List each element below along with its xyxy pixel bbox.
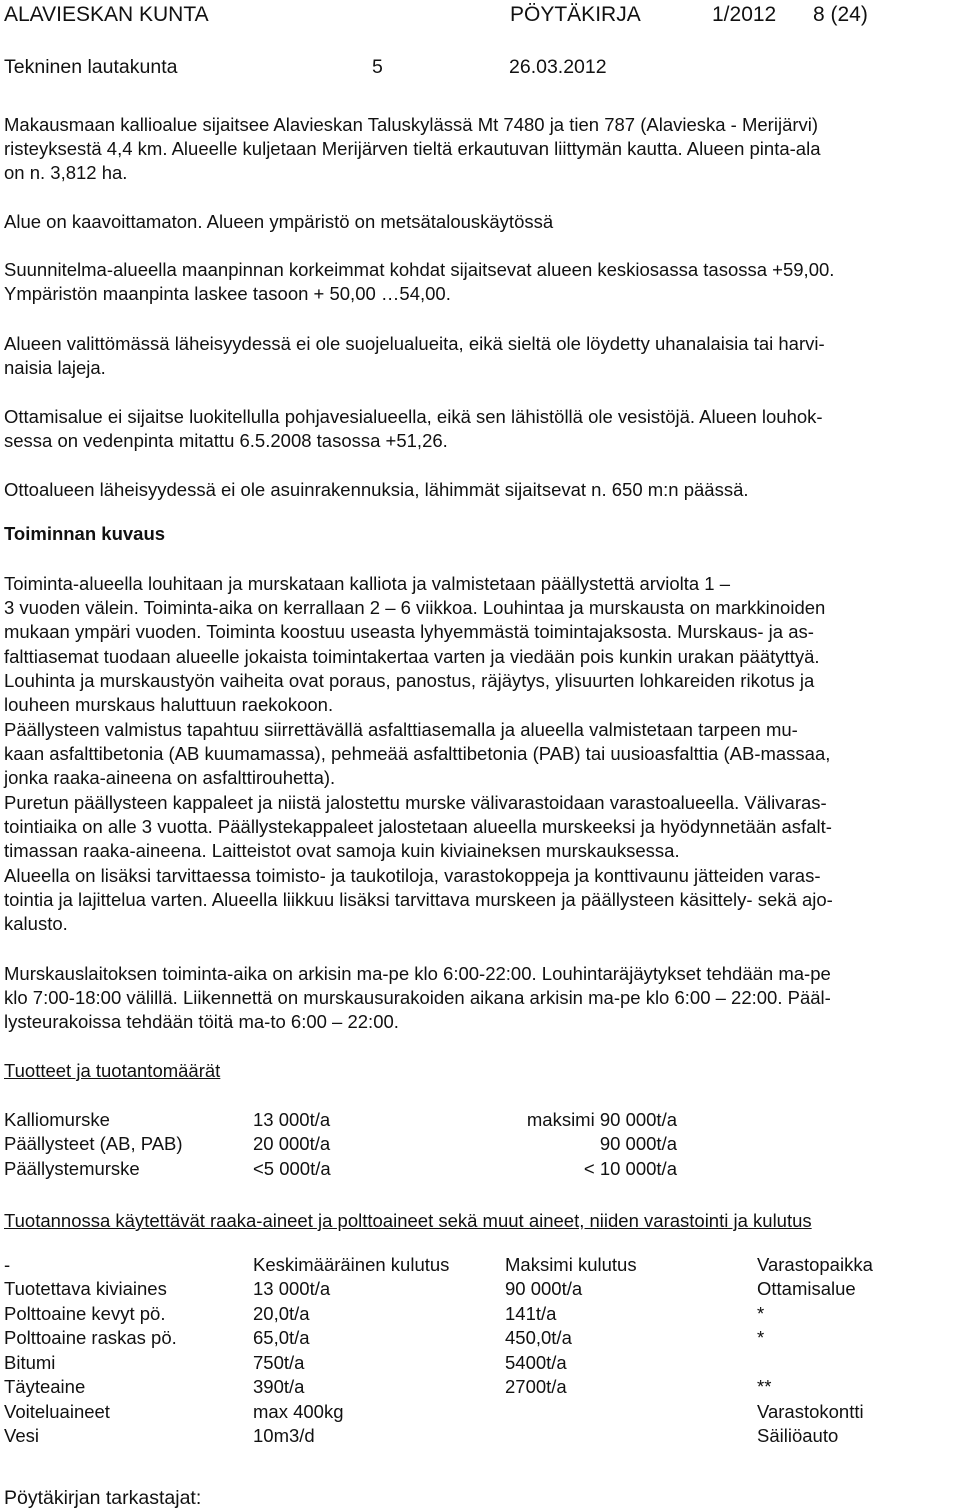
text-line: lysteurakoissa tehdään töitä ma-to 6:00 – 22:00. [4,1011,399,1032]
text-line: Ottoalueen läheisyydessä ei ole asuinrakennuksia, lähimmät sijaitsevat n. 650 m:n päässä. [4,479,749,500]
table-cell: ** [757,1376,772,1397]
column-header: Varastopaikka [757,1254,873,1275]
table-row [0,1424,960,1448]
table-cell: Vesi [4,1425,39,1446]
column-header: - [4,1254,11,1275]
section-heading-toiminta: Toiminnan kuvaus [4,523,166,544]
product-max: maksimi 90 000t/a [526,1109,677,1130]
table-cell: 20,0t/a [253,1303,310,1324]
text-line: Ottamisalue ei sijaitse luokitellulla pohjavesialueella, eikä sen lähistöllä ole vesistöjä. Alueen louhok- [4,406,823,427]
table-cell: 390t/a [253,1376,305,1397]
section-heading-products: Tuotteet ja tuotantomäärät [4,1060,221,1081]
table-cell: 750t/a [253,1352,305,1373]
document-type: PÖYTÄKIRJA [510,3,641,26]
table-cell: 5400t/a [505,1352,567,1373]
product-name: Kalliomurske [4,1109,110,1130]
text-line: tointia ja lajittelua varten. Alueella liikkuu lisäksi tarvittava murskeen ja päällysteen käsittely- sekä ajo- [4,889,833,910]
table-cell: Bitumi [4,1352,56,1373]
table-row [0,1375,960,1399]
product-amount: 13 000t/a [253,1109,331,1130]
text-line: louheen murskaus haluttuun raekokoon. [4,694,334,715]
table-cell: Tuotettava kiviaines [4,1278,167,1299]
table-row [0,1277,960,1301]
text-line: Murskauslaitoksen toiminta-aika on arkisin ma-pe klo 6:00-22:00. Louhintaräjäytykset tehdään ma-pe [4,963,831,984]
text-line: Toiminta-alueella louhitaan ja murskataan kalliota ja valmistetaan päällystettä arviolta 1 – [4,573,731,594]
table-cell: 141t/a [505,1303,557,1324]
meeting-date: 26.03.2012 [509,56,607,78]
product-max: 90 000t/a [599,1133,677,1154]
product-amount: 20 000t/a [253,1133,331,1154]
text-line: Alue on kaavoittamaton. Alueen ympäristö on metsätalouskäytössä [4,211,554,232]
table-cell: Täyteaine [4,1376,86,1397]
board-name: Tekninen lautakunta [4,56,178,78]
text-line: tointiaika on alle 3 vuotta. Päällystekappaleet jalostetaan alueella murskeeksi ja hyödynnetään asfalt- [4,816,832,837]
text-line: Alueella on lisäksi tarvittaessa toimisto- ja taukotiloja, varastokoppeja ja konttivaunu jätteiden varas- [4,865,821,886]
table-header-row [0,1253,960,1277]
table-cell: 10m3/d [253,1425,315,1446]
page-number: 8 (24) [813,3,868,26]
table-row [0,1132,960,1156]
table-row [0,1108,960,1132]
text-line: Puretun päällysteen kappaleet ja niistä jalostettu murske välivarastoidaan varastoalueella. Välivaras- [4,792,827,813]
text-line: falttiasemat tuodaan alueelle jokaista toimintakertaa varten ja viedään pois kunkin urakan päätyttyä. [4,646,820,667]
section-number: 5 [372,56,383,78]
table-cell: Polttoaine raskas pö. [4,1327,177,1348]
table-cell: Polttoaine kevyt pö. [4,1303,166,1324]
text-line: 3 vuoden välein. Toiminta-aika on kerrallaan 2 – 6 viikkoa. Louhintaa ja murskausta on markkinoiden [4,597,826,618]
table-cell: 450,0t/a [505,1327,572,1348]
table-cell: * [757,1303,765,1324]
text-line: Alueen valittömässä läheisyydessä ei ole suojelualueita, eikä sieltä ole löydetty uhanalaisia tai harvi- [4,333,825,354]
text-line: sessa on vedenpinta mitattu 6.5.2008 tasossa +51,26. [4,430,448,451]
column-header: Maksimi kulutus [505,1254,637,1275]
text-line: timassan raaka-aineena. Laitteistot ovat samoja kuin kiviaineksen murskauksessa. [4,840,680,861]
product-max: < 10 000t/a [583,1158,677,1179]
text-line: Ympäristön maanpinta laskee tasoon + 50,00 …54,00. [4,283,451,304]
table-row [0,1351,960,1375]
table-cell: * [757,1327,765,1348]
table-row [0,1302,960,1326]
text-line: Päällysteen valmistus tapahtuu siirrettävällä asfalttiasemalla ja alueella valmistetaan tarpeen mu- [4,719,798,740]
product-amount: <5 000t/a [253,1158,331,1179]
text-line: jonka raaka-aineena on asfalttirouhetta). [4,767,336,788]
text-line: on n. 3,812 ha. [4,162,128,183]
text-line: mukaan ympäri vuoden. Toiminta koostuu useasta lyhyemmästä toimintajaksosta. Murskaus- ja as- [4,621,814,642]
table-cell: 13 000t/a [253,1278,331,1299]
text-line: risteyksestä 4,4 km. Alueelle kuljetaan Merijärven tieltä erkautuvan liittymän kautta. Alueen pinta-ala [4,138,821,159]
table-row [0,1326,960,1350]
municipality-name: ALAVIESKAN KUNTA [4,3,209,26]
text-line: kalusto. [4,913,68,934]
section-heading-materials: Tuotannossa käytettävät raaka-aineet ja polttoaineet sekä muut aineet, niiden varastointi ja kulutus [4,1210,812,1231]
table-cell: Ottamisalue [757,1278,856,1299]
table-cell: 2700t/a [505,1376,567,1397]
table-cell: Varastokontti [757,1401,864,1422]
text-line: naisia lajeja. [4,357,106,378]
table-cell: Säiliöauto [757,1425,839,1446]
text-line: Suunnitelma-alueella maanpinnan korkeimmat kohdat sijaitsevat alueen keskiosassa tasossa +59,00. [4,259,835,280]
table-cell: max 400kg [253,1401,344,1422]
text-line: kaan asfalttibetonia (AB kuumamassa), pehmeää asfalttibetonia (PAB) tai uusioasfalttia (AB-massaa, [4,743,831,764]
text-line: klo 7:00-18:00 välillä. Liikennettä on murskausurakoiden aikana arkisin ma-pe klo 6:00 – 22:00. Pääl- [4,987,831,1008]
column-header: Keskimääräinen kulutus [253,1254,450,1275]
reviewers-label: Pöytäkirjan tarkastajat: [4,1487,202,1509]
table-row [0,1157,960,1181]
product-name: Päällystemurske [4,1158,140,1179]
table-cell: 65,0t/a [253,1327,310,1348]
text-line: Makausmaan kallioalue sijaitsee Alavieskan Taluskylässä Mt 7480 ja tien 787 (Alavieska - Merijärvi) [4,114,819,135]
text-line: Louhinta ja murskaustyön vaiheita ovat poraus, panostus, räjäytys, ylisuurten lohkareiden rikotus ja [4,670,815,691]
table-cell: Voiteluaineet [4,1401,110,1422]
product-name: Päällysteet (AB, PAB) [4,1133,183,1154]
table-row [0,1400,960,1424]
table-cell: 90 000t/a [505,1278,583,1299]
document-number: 1/2012 [712,3,777,26]
